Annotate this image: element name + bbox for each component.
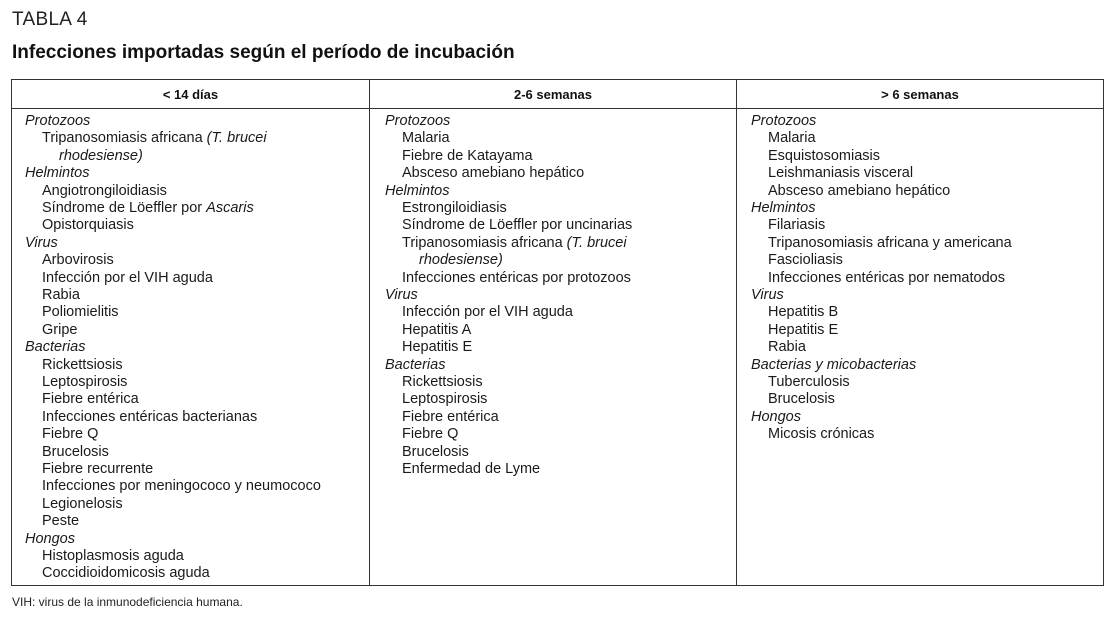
item-text: Infecciones por meningococo y neumococo (42, 478, 321, 495)
item-italic-text: (T. brucei (566, 234, 627, 251)
item-text: Fiebre entérica (402, 408, 499, 425)
item-text: Estrongiloidiasis (402, 200, 507, 216)
group-label: Protozoos (751, 113, 817, 129)
list-item (25, 565, 369, 582)
item-text: Enfermedad de Lyme (402, 461, 541, 478)
group-label: Helmintos (25, 165, 90, 182)
list-item (25, 304, 369, 321)
column-2-6-weeks (370, 109, 737, 585)
item-text: Infección por el VIH aguda (402, 304, 573, 321)
list-item (25, 391, 369, 408)
list-item (385, 270, 736, 287)
item-italic-text: (T. brucei (206, 130, 267, 147)
list-item (385, 148, 736, 165)
list-item (25, 130, 369, 165)
item-text: Opistorquiasis (42, 217, 134, 234)
group-label: Virus (751, 287, 784, 304)
column-lt-14-days (12, 109, 370, 585)
item-text: Fiebre de Katayama (402, 147, 533, 164)
list-item (25, 287, 369, 304)
group-label: Virus (385, 287, 418, 304)
list-item (25, 217, 369, 234)
item-text: Brucelosis (768, 391, 835, 408)
list-item (25, 478, 369, 495)
group-label: Protozoos (25, 113, 91, 129)
list-item (25, 409, 369, 426)
list-item (385, 339, 736, 356)
list-item (751, 322, 1103, 339)
item-text: Tripanosomiasis africana (402, 234, 567, 251)
item-text: Brucelosis (42, 443, 109, 460)
list-item (751, 374, 1103, 391)
item-text: Fiebre entérica (42, 391, 139, 408)
item-text: Hepatitis E (402, 339, 473, 356)
column-gt-6-weeks (737, 109, 1103, 585)
table-title: Infecciones importadas según el período de incubación (12, 42, 515, 63)
list-item (25, 357, 369, 374)
item-text: Infección por el VIH aguda (42, 269, 213, 286)
list-item (385, 374, 736, 391)
table-label: TABLA 4 (12, 9, 88, 30)
list-item (751, 148, 1103, 165)
list-item (25, 322, 369, 339)
item-continuation-text: rhodesiense) (419, 252, 503, 269)
group-label: Hongos (25, 530, 75, 547)
item-text: Micosis crónicas (768, 426, 875, 443)
item-text: Rabia (42, 287, 80, 304)
list-item (25, 200, 369, 217)
item-text: Hepatitis A (402, 321, 472, 338)
item-text: Fiebre Q (402, 426, 459, 443)
item-text: Fascioliasis (768, 252, 843, 269)
item-text: Síndrome de Löeffler por uncinarias (402, 217, 633, 234)
list-item (385, 409, 736, 426)
item-text: Infecciones entéricas por nematodos (768, 269, 1005, 286)
item-text: Leishmaniasis visceral (768, 165, 914, 182)
list-item (385, 130, 736, 147)
item-text: Peste (42, 513, 80, 530)
list-item (385, 235, 736, 270)
list-item (751, 426, 1103, 443)
column-header-2-6-weeks: 2-6 semanas (370, 80, 737, 109)
group-label: Helmintos (385, 182, 450, 199)
list-item (751, 391, 1103, 408)
incubation-table (11, 79, 1104, 586)
list-item (751, 130, 1103, 147)
list-item (25, 496, 369, 513)
list-item (25, 513, 369, 530)
item-text: Fiebre Q (42, 426, 99, 443)
item-italic-text: Ascaris (206, 200, 254, 216)
item-text: Angiotrongiloidiasis (42, 182, 167, 199)
list-item (25, 461, 369, 478)
item-text: Leptospirosis (42, 374, 128, 391)
list-item (385, 426, 736, 443)
list-item (25, 252, 369, 269)
list-item (751, 235, 1103, 252)
column-header-lt-14-days: < 14 días (12, 80, 370, 109)
group-label: Hongos (751, 408, 801, 425)
group-label: Protozoos (385, 113, 451, 129)
list-item (751, 165, 1103, 182)
item-text: Legionelosis (42, 495, 123, 512)
list-item (385, 217, 736, 234)
item-text: Absceso amebiano hepático (402, 165, 585, 182)
list-item (385, 391, 736, 408)
footnote: VIH: virus de la inmunodeficiencia humana. (12, 595, 243, 609)
item-text: Tuberculosis (768, 374, 850, 391)
list-item (385, 200, 736, 217)
item-text: Fiebre recurrente (42, 461, 154, 478)
item-text: Arbovirosis (42, 252, 114, 269)
list-item (385, 165, 736, 182)
item-text: Síndrome de Löeffler por (42, 200, 207, 216)
item-text: Infecciones entéricas por protozoos (402, 269, 631, 286)
item-continuation-text: rhodesiense) (59, 147, 143, 164)
list-item (25, 548, 369, 565)
list-item (751, 339, 1103, 356)
item-text: Tripanosomiasis africana (42, 130, 207, 147)
item-text: Poliomielitis (42, 304, 119, 321)
list-item (751, 183, 1103, 200)
list-item (25, 374, 369, 391)
item-text: Rickettsiosis (402, 374, 483, 391)
list-item (385, 461, 736, 478)
item-text: Brucelosis (402, 443, 469, 460)
group-label: Helmintos (751, 200, 816, 217)
group-label: Virus (25, 234, 58, 251)
item-text: Esquistosomiasis (768, 147, 881, 164)
item-text: Rickettsiosis (42, 356, 123, 373)
item-text: Filariasis (768, 217, 826, 234)
group-label: Bacterias (25, 339, 86, 356)
group-label: Bacterias y micobacterias (751, 356, 917, 373)
column-header-gt-6-weeks: > 6 semanas (737, 80, 1103, 109)
group-label: Bacterias (385, 356, 446, 373)
item-text: Coccidioidomicosis aguda (42, 565, 210, 582)
list-item (751, 270, 1103, 287)
list-item (25, 426, 369, 443)
item-text: Tripanosomiasis africana y americana (768, 234, 1012, 251)
list-item (751, 217, 1103, 234)
item-text: Gripe (42, 321, 78, 338)
list-item (25, 270, 369, 287)
item-text: Malaria (402, 130, 450, 147)
list-item (385, 304, 736, 321)
item-text: Infecciones entéricas bacterianas (42, 408, 258, 425)
item-text: Rabia (768, 339, 806, 356)
item-text: Leptospirosis (402, 391, 488, 408)
item-text: Hepatitis B (768, 304, 839, 321)
item-text: Absceso amebiano hepático (768, 182, 951, 199)
list-item (385, 444, 736, 461)
list-item (751, 252, 1103, 269)
item-text: Histoplasmosis aguda (42, 548, 184, 565)
list-item (385, 322, 736, 339)
list-item (25, 183, 369, 200)
item-text: Hepatitis E (768, 321, 839, 338)
list-item (751, 304, 1103, 321)
item-text: Malaria (768, 130, 816, 147)
list-item (25, 444, 369, 461)
